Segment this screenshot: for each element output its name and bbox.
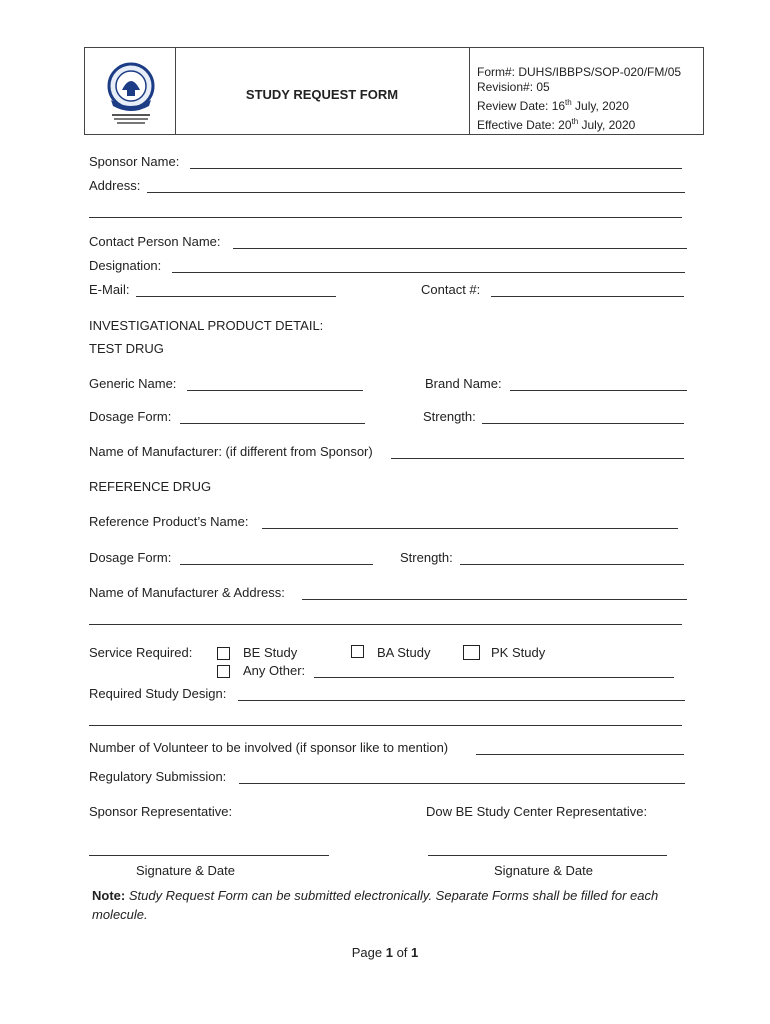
logo-cell	[85, 48, 176, 134]
pk-study-label: PK Study	[491, 645, 546, 660]
form-header	[84, 47, 704, 135]
contact-person-label: Contact Person Name:	[89, 234, 221, 249]
note-label: Note:	[92, 888, 126, 903]
designation-label: Designation:	[89, 258, 162, 273]
manufacturer-field[interactable]	[391, 458, 684, 459]
form-title: STUDY REQUEST FORM	[245, 87, 399, 102]
signature-date-left: Signature & Date	[136, 863, 236, 878]
strength-label: Strength:	[423, 409, 476, 424]
generic-name-label: Generic Name:	[89, 376, 177, 391]
regulatory-field[interactable]	[239, 783, 685, 784]
strength-field[interactable]	[482, 423, 684, 424]
title-cell	[175, 48, 470, 134]
address-label: Address:	[89, 178, 141, 193]
designation-field[interactable]	[172, 272, 685, 273]
ba-study-checkbox[interactable]	[351, 645, 364, 658]
signature-date-right: Signature & Date	[494, 863, 594, 878]
address-field[interactable]	[147, 192, 685, 193]
dow-signature-field[interactable]	[428, 855, 667, 856]
study-design-field[interactable]	[238, 700, 685, 701]
be-study-checkbox[interactable]	[217, 647, 230, 660]
ba-study-label: BA Study	[377, 645, 431, 660]
pk-study-checkbox[interactable]	[463, 645, 480, 660]
manufacturer-label: Name of Manufacturer: (if different from Sponsor)	[89, 444, 373, 459]
generic-name-field[interactable]	[187, 390, 363, 391]
revision-number: Revision#: 05	[477, 80, 550, 94]
note	[92, 886, 692, 924]
ref-manufacturer-field[interactable]	[302, 599, 687, 600]
review-date: Review Date: 16th July, 2020	[477, 98, 629, 113]
reference-drug-heading: REFERENCE DRUG	[89, 479, 212, 494]
email-field[interactable]	[136, 296, 336, 297]
ref-manufacturer-label: Name of Manufacturer & Address:	[89, 585, 285, 600]
be-study-label: BE Study	[243, 645, 298, 660]
ref-dosage-form-field[interactable]	[180, 564, 373, 565]
contact-person-field[interactable]	[233, 248, 687, 249]
ref-strength-label: Strength:	[400, 550, 453, 565]
form-number: Form#: DUHS/IBBPS/SOP-020/FM/05	[477, 65, 682, 79]
any-other-field[interactable]	[314, 677, 674, 678]
service-required-label: Service Required:	[89, 645, 193, 660]
dow-rep-label: Dow BE Study Center Representative:	[426, 804, 648, 819]
ref-manufacturer-field-line2[interactable]	[89, 624, 682, 625]
dosage-form-field[interactable]	[180, 423, 365, 424]
dosage-form-label: Dosage Form:	[89, 409, 172, 424]
address-field-line2[interactable]	[89, 217, 682, 218]
sponsor-name-label: Sponsor Name:	[89, 154, 180, 169]
page-number: Page 1 of 1	[351, 945, 419, 960]
test-drug-heading: TEST DRUG	[89, 341, 164, 356]
ref-strength-field[interactable]	[460, 564, 684, 565]
any-other-label: Any Other:	[243, 663, 306, 678]
regulatory-label: Regulatory Submission:	[89, 769, 227, 784]
brand-name-field[interactable]	[510, 390, 687, 391]
ref-product-name-field[interactable]	[262, 528, 678, 529]
brand-name-label: Brand Name:	[425, 376, 502, 391]
study-design-label: Required Study Design:	[89, 686, 227, 701]
volunteers-label: Number of Volunteer to be involved (if sponsor like to mention)	[89, 740, 449, 755]
study-design-field-line2[interactable]	[89, 725, 682, 726]
ip-detail-heading: INVESTIGATIONAL PRODUCT DETAIL:	[89, 318, 324, 333]
email-label: E-Mail:	[89, 282, 130, 297]
volunteers-field[interactable]	[476, 754, 684, 755]
sponsor-rep-label: Sponsor Representative:	[89, 804, 233, 819]
sponsor-signature-field[interactable]	[89, 855, 329, 856]
form-meta	[477, 65, 681, 133]
any-other-checkbox[interactable]	[217, 665, 230, 678]
note-text: Study Request Form can be submitted electronically. Separate Forms shall be filled for each molecule.	[92, 888, 659, 922]
university-seal-icon	[102, 60, 160, 128]
contact-number-field[interactable]	[491, 296, 684, 297]
effective-date: Effective Date: 20th July, 2020	[477, 117, 636, 132]
sponsor-name-field[interactable]	[190, 168, 682, 169]
contact-number-label: Contact #:	[421, 282, 481, 297]
ref-dosage-form-label: Dosage Form:	[89, 550, 172, 565]
ref-product-name-label: Reference Product’s Name:	[89, 514, 249, 529]
